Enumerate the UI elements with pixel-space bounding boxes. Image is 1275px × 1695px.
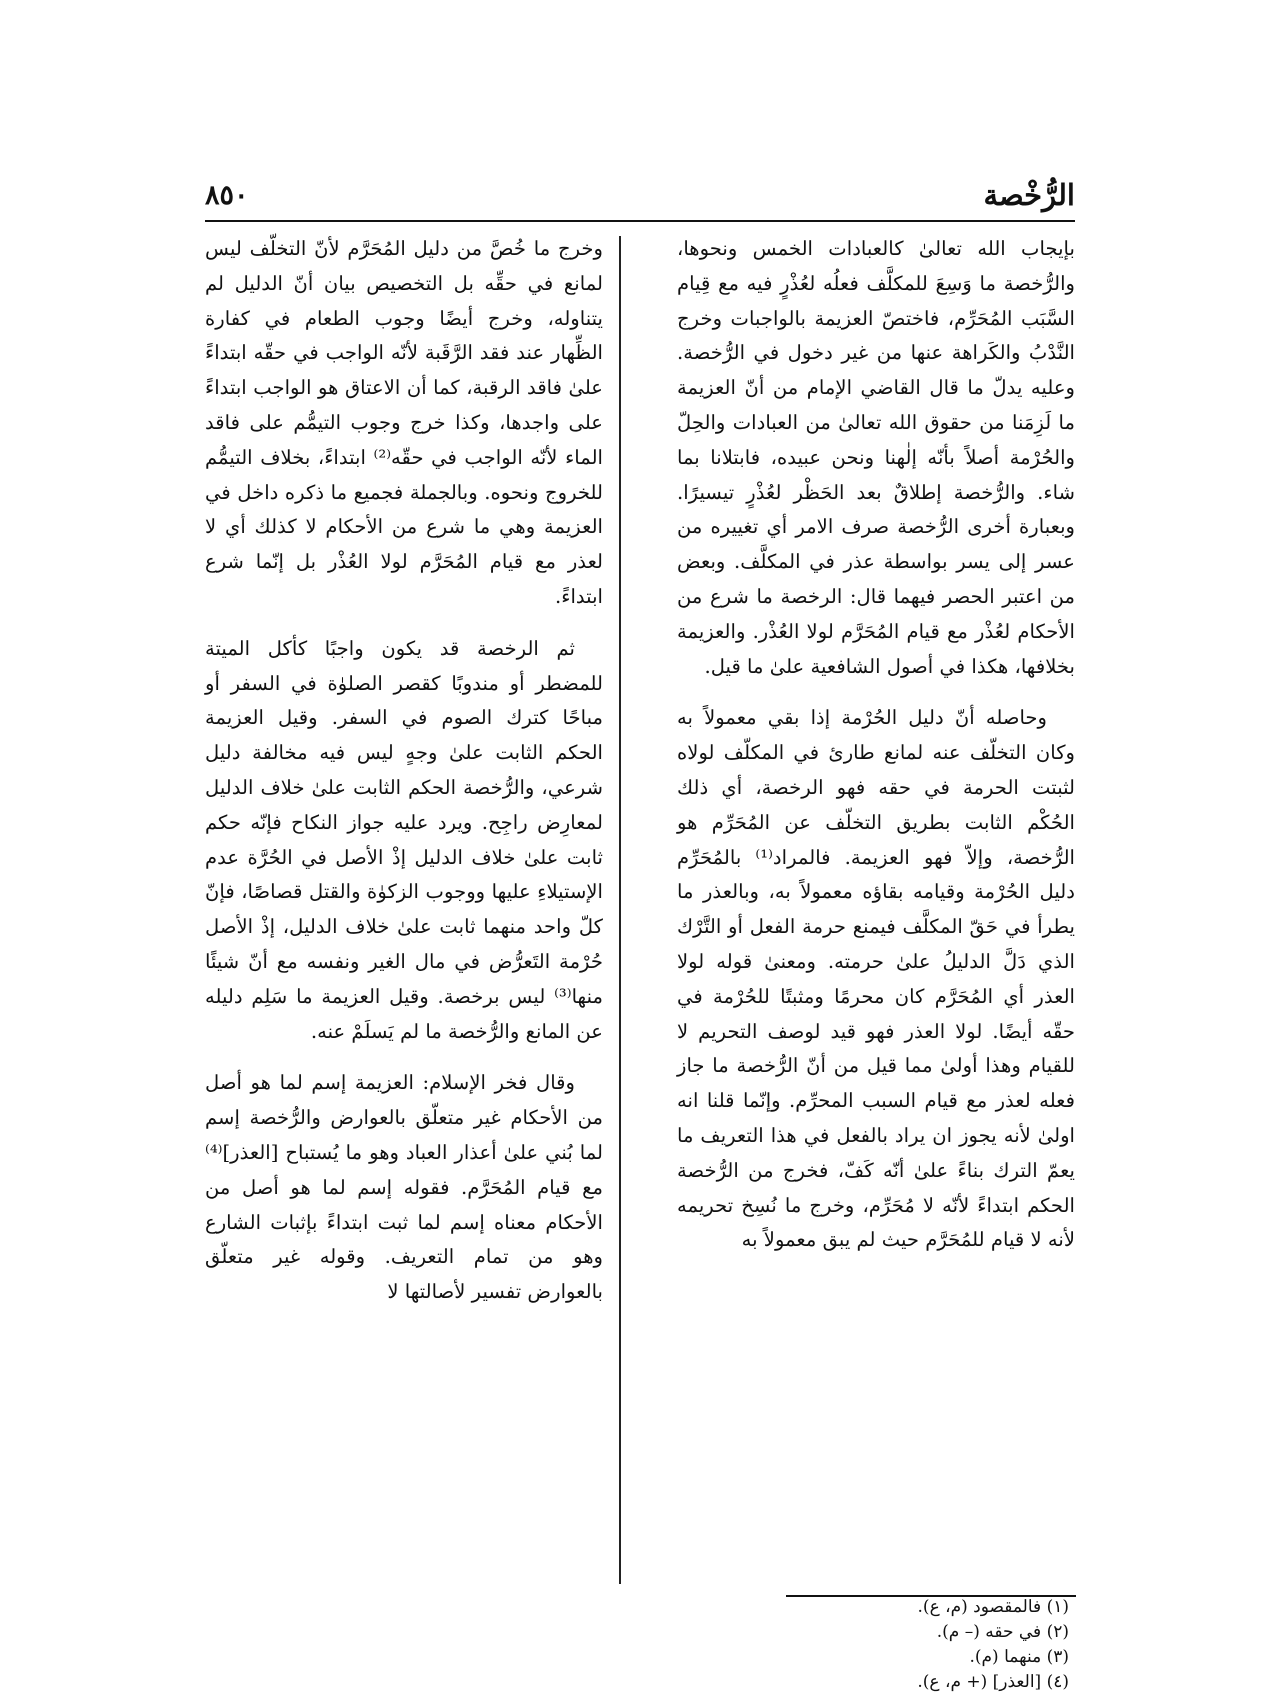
page-header — [205, 178, 1075, 226]
page-number: ٨٥٠ — [205, 180, 249, 211]
footnote: (٣) منهما (م). — [969, 1647, 1069, 1667]
footnote: (٢) في حقه (– م). — [936, 1622, 1069, 1642]
header-rule — [205, 220, 1075, 222]
paragraph: ثم الرخصة قد يكون واجبًا كأكل الميتة للمضطر أو مندوبًا كقصر الصلوٰة في السفر أو مباحًا كترك الصوم في السفر. وقيل العزيمة الحكم الثابت علىٰ وجهٍ ليس فيه مخالفة دليل شرعي، والرُّخصة الحكم الثابت علىٰ خلاف الدليل لمعارِض راجِح. ويرد عليه جواز النكاح فإنّه حكم ثابت علىٰ خلاف الدليل إذْ الأصل في الحُرَّة عدم الإستيلاءِ عليها ووجوب الزكوٰة والقتل قصاصًا، فإنّ كلّ واحد منهما ثابت علىٰ خلاف الدليل، إذْ الأصل حُرْمة التَعرُّض في مال الغير ونفسه مع أنّ شيئًا منها⁽³⁾ ليس برخصة. وقيل العزيمة ما سَلِم دليله عن المانع والرُّخصة ما لم يَسلَمْ عنه. — [205, 636, 603, 1043]
paragraph: وحاصله أنّ دليل الحُرْمة إذا بقي معمولاً به وكان التخلّف عنه لمانع طارئ في المكلّف لولاه لثبتت الحرمة في حقه فهو الرخصة، أي ذلك الحُكْم الثابت بطريق التخلّف عن المُحَرِّم هو الرُّخصة، وإلاّ فهو العزيمة. فالمراد⁽¹⁾ بالمُحَرِّم دليل الحُرْمة وقيامه بقاؤه معمولاً به، وبالعذر ما يطرأ في حَقّ المكلَّف فيمنع حرمة الفعل أو التَّرْك الذي دَلَّ الدليلُ علىٰ حرمته. ومعنىٰ قوله لولا العذر أي المُحَرَّم كان محرمًا ومثبتًا للحُرْمة في حقّه أيضًا. لولا العذر فهو قيد لوصف التحريم لا للقيام وهذا أولىٰ مما قيل من أنّ الرُّخصة ما جاز فعله لعذر مع قيام السبب المحرِّم. وإنّما قلنا انه اولىٰ لأنه يجوز ان يراد بالفعل في هذا التعريف ما يعمّ الترك بناءً علىٰ أنّه كَفّ، فخرج من الرُّخصة الحكم ابتداءً لأنّه لا مُحَرِّم، وخرج ما نُسِخ تحريمه لأنه لا قيام للمُحَرَّم حيث لم يبق معمولاً به — [677, 706, 1075, 1252]
footnotes — [595, 1595, 1075, 1695]
right-column — [677, 232, 1075, 1275]
page-title: الرُّخْصة — [983, 178, 1075, 212]
paragraph: وقال فخر الإسلام: العزيمة إسم لما هو أصل من الأحكام غير متعلّق بالعوارض والرُّخصة إسم لما بُني علىٰ أعذار العباد وهو ما يُستباح [العذر]⁽⁴⁾ مع قيام المُحَرَّم. فقوله إسم لما هو أصل من الأحكام معناه إسم لما ثبت ابتداءً بإثبات الشارع وهو من تمام التعريف. وقوله غير متعلّق بالعوارض تفسير لأصالتها لا — [205, 1071, 603, 1304]
paragraph: بإيجاب الله تعالىٰ كالعبادات الخمس ونحوها، والرُّخصة ما وَسِعَ للمكلَّف فعلُه لعُذْرٍ فيه مع قِيام السَّبَب المُحَرِّم، فاختصّ العزيمة بالواجبات وخرج النَّدْبُ والكَراهة عنها من غير دخول في الرُّخصة. وعليه يدلّ ما قال القاضي الإمام من أنّ العزيمة ما لَزِمَنا من حقوق الله تعالىٰ من العبادات والحِلّ والحُرْمة أصلاً بأنّه إلٰهنا ونحن عبيده، فابتلانا بما شاء. والرُّخصة إطلاقٌ بعد الحَظْر لعُذْرٍ تيسيرًا. وبعبارة أخرى الرُّخصة صرف الامر أي تغييره من عسر إلى يسر بواسطة عذر في المكلَّف. وبعض من اعتبر الحصر فيهما قال: الرخصة ما شرع من الأحكام لعُذْر مع قيام المُحَرَّم لولا العُذْر. والعزيمة بخلافها، هكذا في أصول الشافعية علىٰ ما قيل. — [677, 237, 1075, 678]
footnote: (٤) [العذر] (+ م، ع). — [917, 1672, 1069, 1692]
paragraph: وخرج ما خُصَّ من دليل المُحَرَّم لأنّ التخلّف ليس لمانع في حقِّه بل التخصيص بيان أنّ الدليل لم يتناوله، وخرج أيضًا وجوب الطعام في كفارة الظِّهار عند فقد الرَّقَبة لأنّه الواجب في حقّه ابتداءً علىٰ فاقد الرقبة، كما أن الاعتاق هو الواجب ابتداءً على واجدها، وكذا خرج وجوب التيمُّم على فاقد الماء لأنّه الواجب في حقّه⁽²⁾ ابتداءً، بخلاف التيمُّم للخروج ونحوه. وبالجملة فجميع ما ذكره داخل في العزيمة وهي ما شرع من الأحكام لا كذلك أي لا لعذر مع قيام المُحَرَّم لولا العُذْر بل إنّما شرع ابتداءً. — [205, 237, 603, 608]
column-divider — [619, 236, 621, 1584]
left-column — [205, 232, 603, 1327]
footnote: (١) فالمقصود (م، ع). — [917, 1597, 1069, 1617]
